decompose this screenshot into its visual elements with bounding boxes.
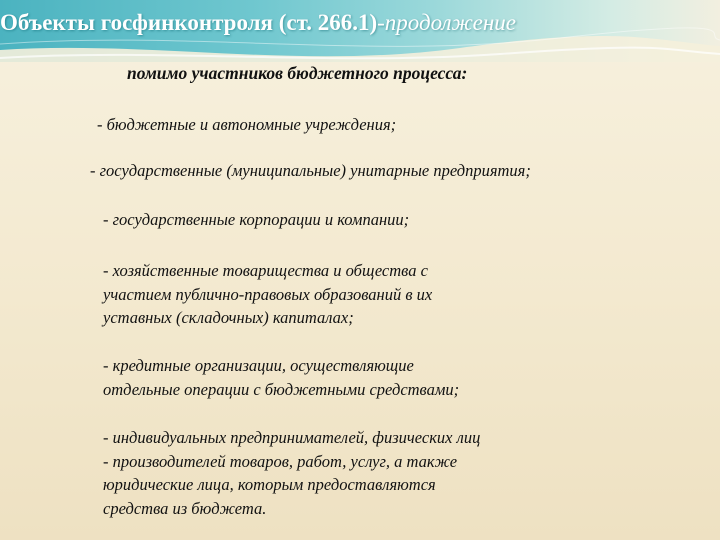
slide-subtitle: помимо участников бюджетного процесса: bbox=[127, 63, 468, 83]
list-item-line: уставных (складочных) капиталах; bbox=[103, 308, 354, 327]
list-item bbox=[103, 259, 432, 330]
list-item-line: - бюджетные и автономные учреждения; bbox=[97, 115, 397, 134]
list-item bbox=[103, 426, 480, 520]
title-main: Объекты госфинконтроля (ст. 266.1) bbox=[0, 10, 378, 35]
list-item bbox=[103, 208, 409, 232]
list-item bbox=[97, 113, 396, 137]
list-item-line: - государственные корпорации и компании; bbox=[103, 210, 410, 229]
list-item bbox=[90, 159, 531, 183]
list-item-line: - государственные (муниципальные) унитарные предприятия; bbox=[90, 161, 531, 180]
list-item-line: отдельные операции с бюджетными средствами; bbox=[103, 379, 460, 399]
list-item-line: юридические лица, которым предоставляются bbox=[103, 475, 436, 494]
list-item-line: - производителей товаров, работ, услуг, а также bbox=[103, 451, 458, 471]
list-item-line: участием публично-правовых образований в их bbox=[103, 284, 433, 304]
title-suffix: -продолжение bbox=[377, 10, 516, 35]
list-item-line: средства из бюджета. bbox=[103, 498, 267, 518]
list-item-line: - индивидуальных предпринимателей, физических лиц bbox=[103, 428, 481, 447]
list-item bbox=[103, 354, 459, 401]
list-item-line: - кредитные организации, осуществляющие bbox=[103, 356, 414, 375]
slide-title bbox=[0, 10, 516, 36]
list-item-line: - хозяйственные товарищества и общества с bbox=[103, 261, 428, 280]
